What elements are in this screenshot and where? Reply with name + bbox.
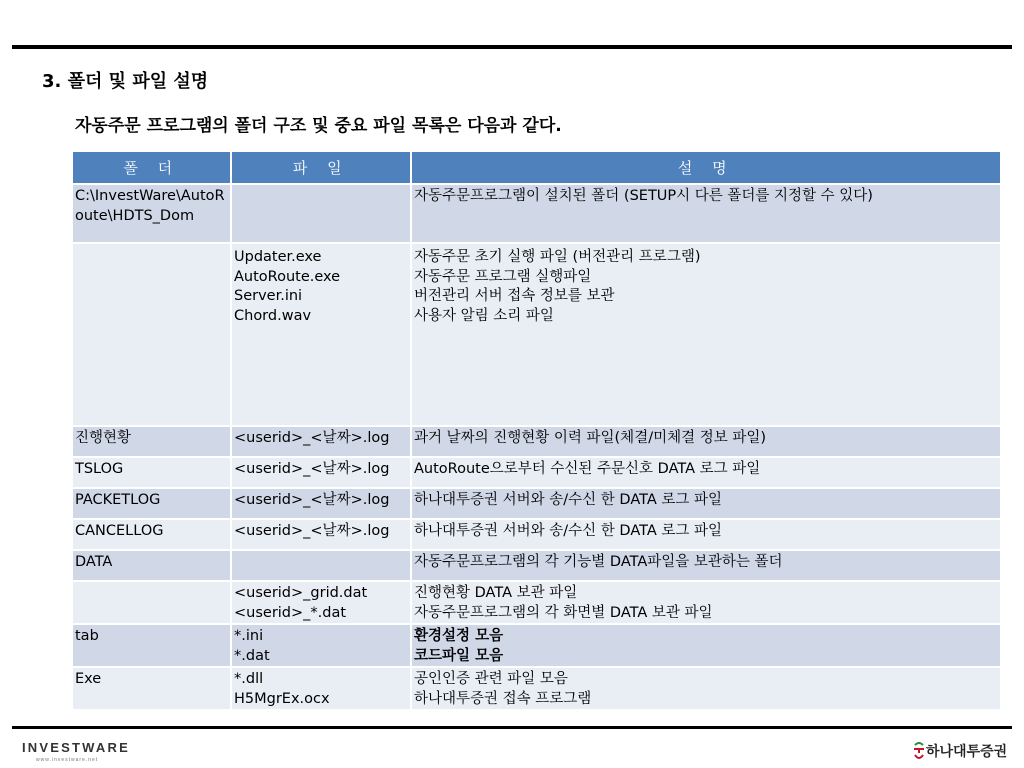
folder-cell: Exe <box>72 667 231 710</box>
table-row <box>72 488 1001 519</box>
table-row <box>72 426 1001 457</box>
description-line: 과거 날짜의 진행현황 이력 파일(체결/미체결 정보 파일) <box>414 430 767 446</box>
file-name: <userid>_<날짜>.log <box>234 461 390 477</box>
file-name: <userid>_<날짜>.log <box>234 492 390 508</box>
section-title: 3. 폴더 및 파일 설명 <box>42 71 209 92</box>
file-name: AutoRoute.exe <box>234 268 341 285</box>
file-name: <userid>_<날짜>.log <box>234 523 390 539</box>
folder-cell: TSLOG <box>72 457 231 488</box>
investware-logo <box>22 738 162 764</box>
file-name: <userid>_grid.dat <box>234 585 368 601</box>
description-line: 코드파일 모음 <box>414 647 504 664</box>
description-line: 진행현황 DATA 보관 파일 <box>414 585 578 601</box>
description-cell <box>411 426 1001 457</box>
bottom-rule <box>12 726 1012 729</box>
description-line: 사용자 알림 소리 파일 <box>414 307 554 324</box>
folder-cell: 진행현황 <box>72 426 231 457</box>
table-row <box>72 550 1001 581</box>
folder-cell: PACKETLOG <box>72 488 231 519</box>
table-row <box>72 581 1001 624</box>
folder-cell: C:\InvestWare\AutoRoute\HDTS_Dom <box>72 184 231 243</box>
description-line: 하나대투증권 서버와 송/수신 한 DATA 로그 파일 <box>414 523 723 539</box>
file-cell <box>231 624 411 667</box>
file-cell <box>231 667 411 710</box>
file-cell <box>231 426 411 457</box>
file-name: Updater.exe <box>234 249 322 265</box>
description-line: 하나대투증권 접속 프로그램 <box>414 690 592 707</box>
header-folder: 폴 더 <box>72 151 231 184</box>
folder-cell <box>72 581 231 624</box>
top-rule <box>12 45 1012 49</box>
description-cell <box>411 457 1001 488</box>
description-cell <box>411 519 1001 550</box>
table-row <box>72 667 1001 710</box>
description-line: AutoRoute으로부터 수신된 주문신호 DATA 로그 파일 <box>414 461 761 477</box>
table-row <box>72 624 1001 667</box>
file-name: *.dat <box>234 647 270 664</box>
folder-file-table <box>71 150 1002 711</box>
description-line: 버전관리 서버 접속 정보를 보관 <box>414 288 615 304</box>
header-file: 파 일 <box>231 151 411 184</box>
description-cell <box>411 243 1001 426</box>
description-line: 자동주문 프로그램 실행파일 <box>414 268 592 285</box>
folder-cell: tab <box>72 624 231 667</box>
description-cell <box>411 667 1001 710</box>
file-cell <box>231 243 411 426</box>
description-line: 하나대투증권 서버와 송/수신 한 DATA 로그 파일 <box>414 492 723 508</box>
description-cell <box>411 488 1001 519</box>
description-cell <box>411 581 1001 624</box>
file-name: <userid>_<날짜>.log <box>234 430 390 446</box>
table-row <box>72 243 1001 426</box>
description-line: 자동주문프로그램의 각 화면별 DATA 보관 파일 <box>414 604 713 621</box>
subtitle: 자동주문 프로그램의 폴더 구조 및 중요 파일 목록은 다음과 같다. <box>75 116 562 136</box>
file-name: <userid>_*.dat <box>234 604 347 621</box>
folder-cell: DATA <box>72 550 231 581</box>
file-cell <box>231 184 411 243</box>
file-name: *.ini <box>234 628 264 644</box>
table-row <box>72 519 1001 550</box>
table-row <box>72 184 1001 243</box>
description-cell <box>411 550 1001 581</box>
description-cell <box>411 624 1001 667</box>
description-line: 자동주문프로그램의 각 기능별 DATA파일을 보관하는 폴더 <box>414 554 783 570</box>
table-row <box>72 457 1001 488</box>
folder-cell: CANCELLOG <box>72 519 231 550</box>
file-name: H5MgrEx.ocx <box>234 690 330 707</box>
investware-logo-url: www.investware.net <box>36 757 99 763</box>
file-cell <box>231 581 411 624</box>
description-line: 자동주문 초기 실행 파일 (버전관리 프로그램) <box>414 249 701 265</box>
file-cell <box>231 457 411 488</box>
description-line: 공인인증 관련 파일 모음 <box>414 671 568 687</box>
description-cell <box>411 184 1001 243</box>
file-cell <box>231 488 411 519</box>
description-line: 자동주문프로그램이 설치된 폴더 (SETUP시 다른 폴더를 지정할 수 있다) <box>414 188 873 204</box>
hana-logo <box>912 738 1007 764</box>
file-cell <box>231 519 411 550</box>
hana-leaf-icon <box>912 741 926 761</box>
folder-cell <box>72 243 231 426</box>
file-name: Chord.wav <box>234 307 312 324</box>
hana-logo-text: 하나대투증권 <box>926 744 1008 760</box>
description-line: 환경설정 모음 <box>414 628 504 644</box>
investware-logo-text: INVESTWARE <box>22 740 130 755</box>
table-header-row <box>72 151 1001 184</box>
file-cell <box>231 550 411 581</box>
file-name: *.dll <box>234 671 264 687</box>
header-description: 설 명 <box>411 151 1001 184</box>
file-name: Server.ini <box>234 288 303 304</box>
